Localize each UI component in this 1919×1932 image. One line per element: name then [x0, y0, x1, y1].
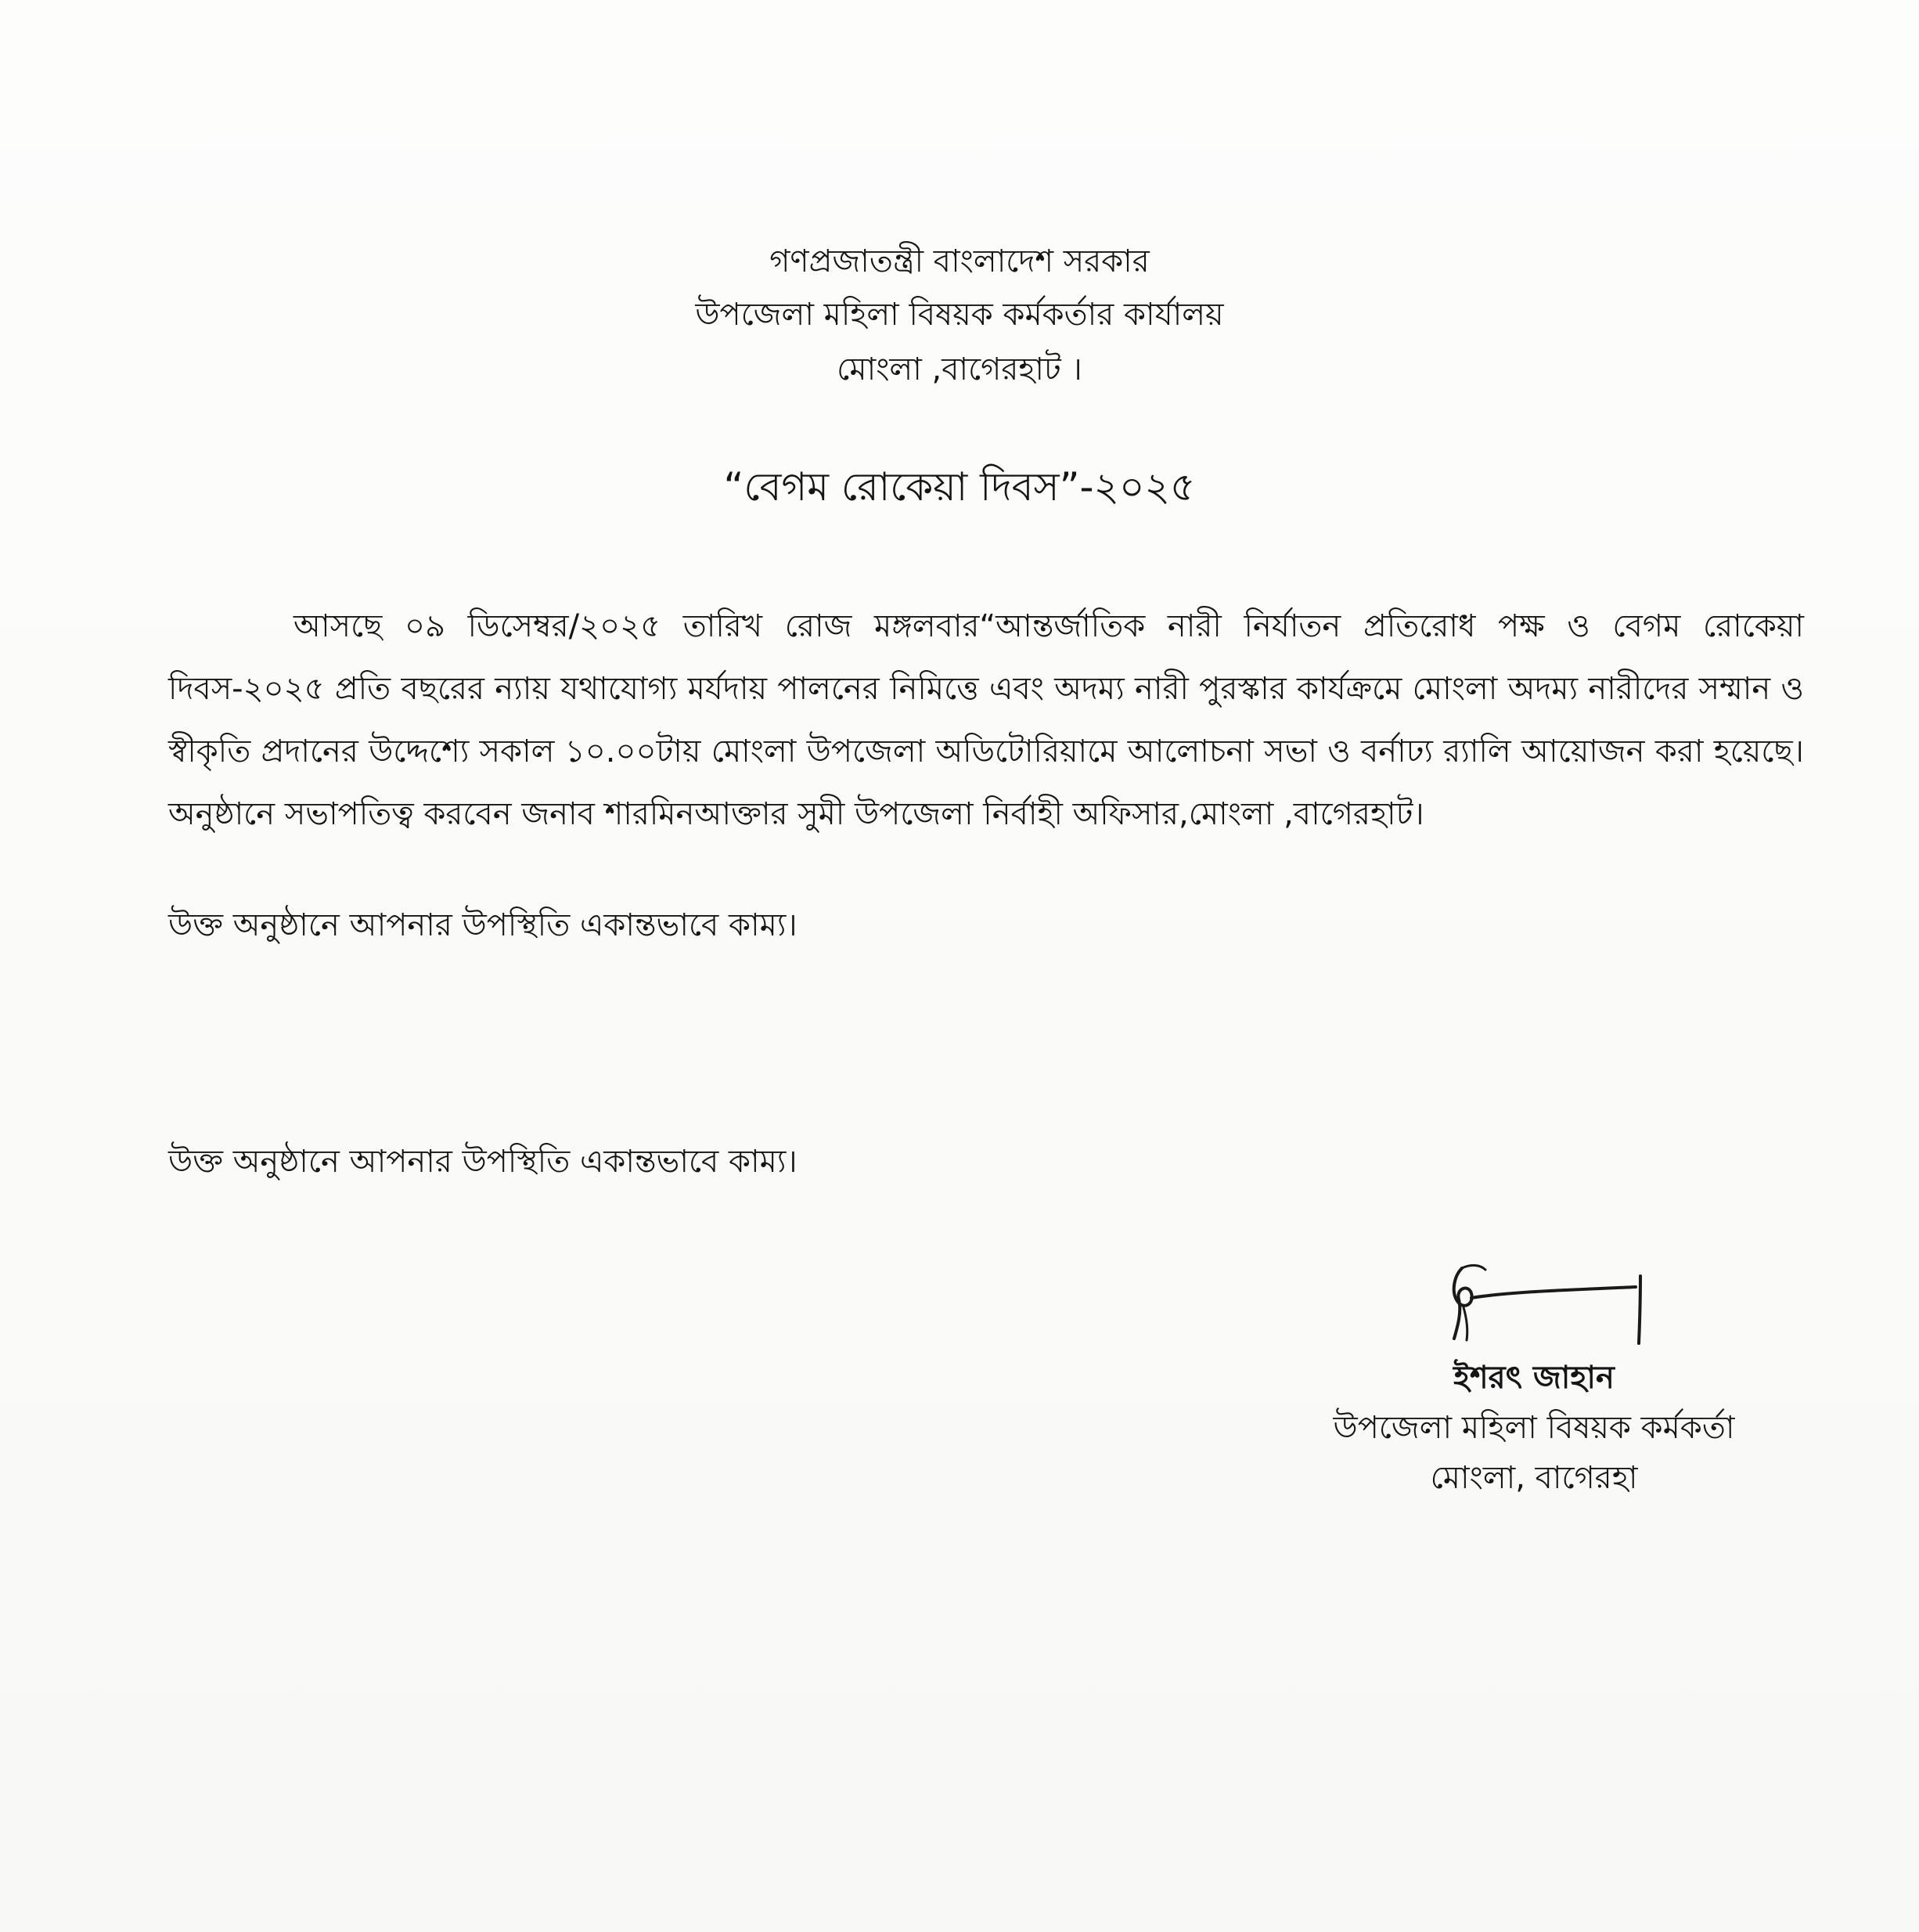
signatory-designation: উপজেলা মহিলা বিষয়ক কর্মকর্তা: [1333, 1410, 1735, 1446]
signatory-location: মোংলা, বাগেরহা: [1430, 1460, 1638, 1496]
signatory-block: [1284, 1353, 1784, 1503]
office-location: মোংলা ,বাগেরহাট ।: [837, 351, 1082, 387]
body-paragraph: আসছে ০৯ ডিসেম্বর/২০২৫ তারিখ রোজ মঙ্গলবার“আন্তর্জাতিক নারী নির্যাতন প্রতিরোধ পক্ষ ও বেগম রোকেয়া দিবস-২০২৫ প্রতি বছরের ন্যায় যথাযোগ্য মর্যদায় পালনের নিমিত্তে এবং অদম্য নারী পুরস্কার কার্যক্রমে মোংলা অদম্য নারীদের সম্মান ও স্বীকৃতি প্রদানের উদ্দেশ্যে সকাল ১০.০০টায় মোংলা উপজেলা অডিটোরিয়ামে আলোচনা সভা ও বর্নাঢ্য র‍্যালি আয়োজন করা হয়েছে। অনুষ্ঠানে সভাপতিত্ব করবেন জনাব শারমিনআক্তার সুমী উপজেলা নির্বাহী অফিসার,মোংলা ,বাগেরহাট।: [168, 608, 1804, 832]
header-location: [0, 351, 1919, 388]
header-office: [0, 296, 1919, 333]
header-government: [0, 243, 1919, 280]
government-name: গণপ্রজাতন্ত্রী বাংলাদেশ সরকার: [769, 243, 1150, 279]
office-name: উপজেলা মহিলা বিষয়ক কর্মকর্তার কার্যালয়: [695, 297, 1224, 333]
document-title: “বেগম রোকেয়া দিবস”-২০২৫: [723, 464, 1196, 510]
attendance-request-2: উক্ত অনুষ্ঠানে আপনার উপস্থিতি একান্তভাবে কাম্য।: [168, 1144, 797, 1180]
attendance-request-1: উক্ত অনুষ্ঠানে আপনার উপস্থিতি একান্তভাবে কাম্য।: [168, 907, 797, 943]
signatory-name: ইশরৎ জাহান: [1453, 1360, 1615, 1396]
handwritten-signature: [1440, 1253, 1667, 1346]
